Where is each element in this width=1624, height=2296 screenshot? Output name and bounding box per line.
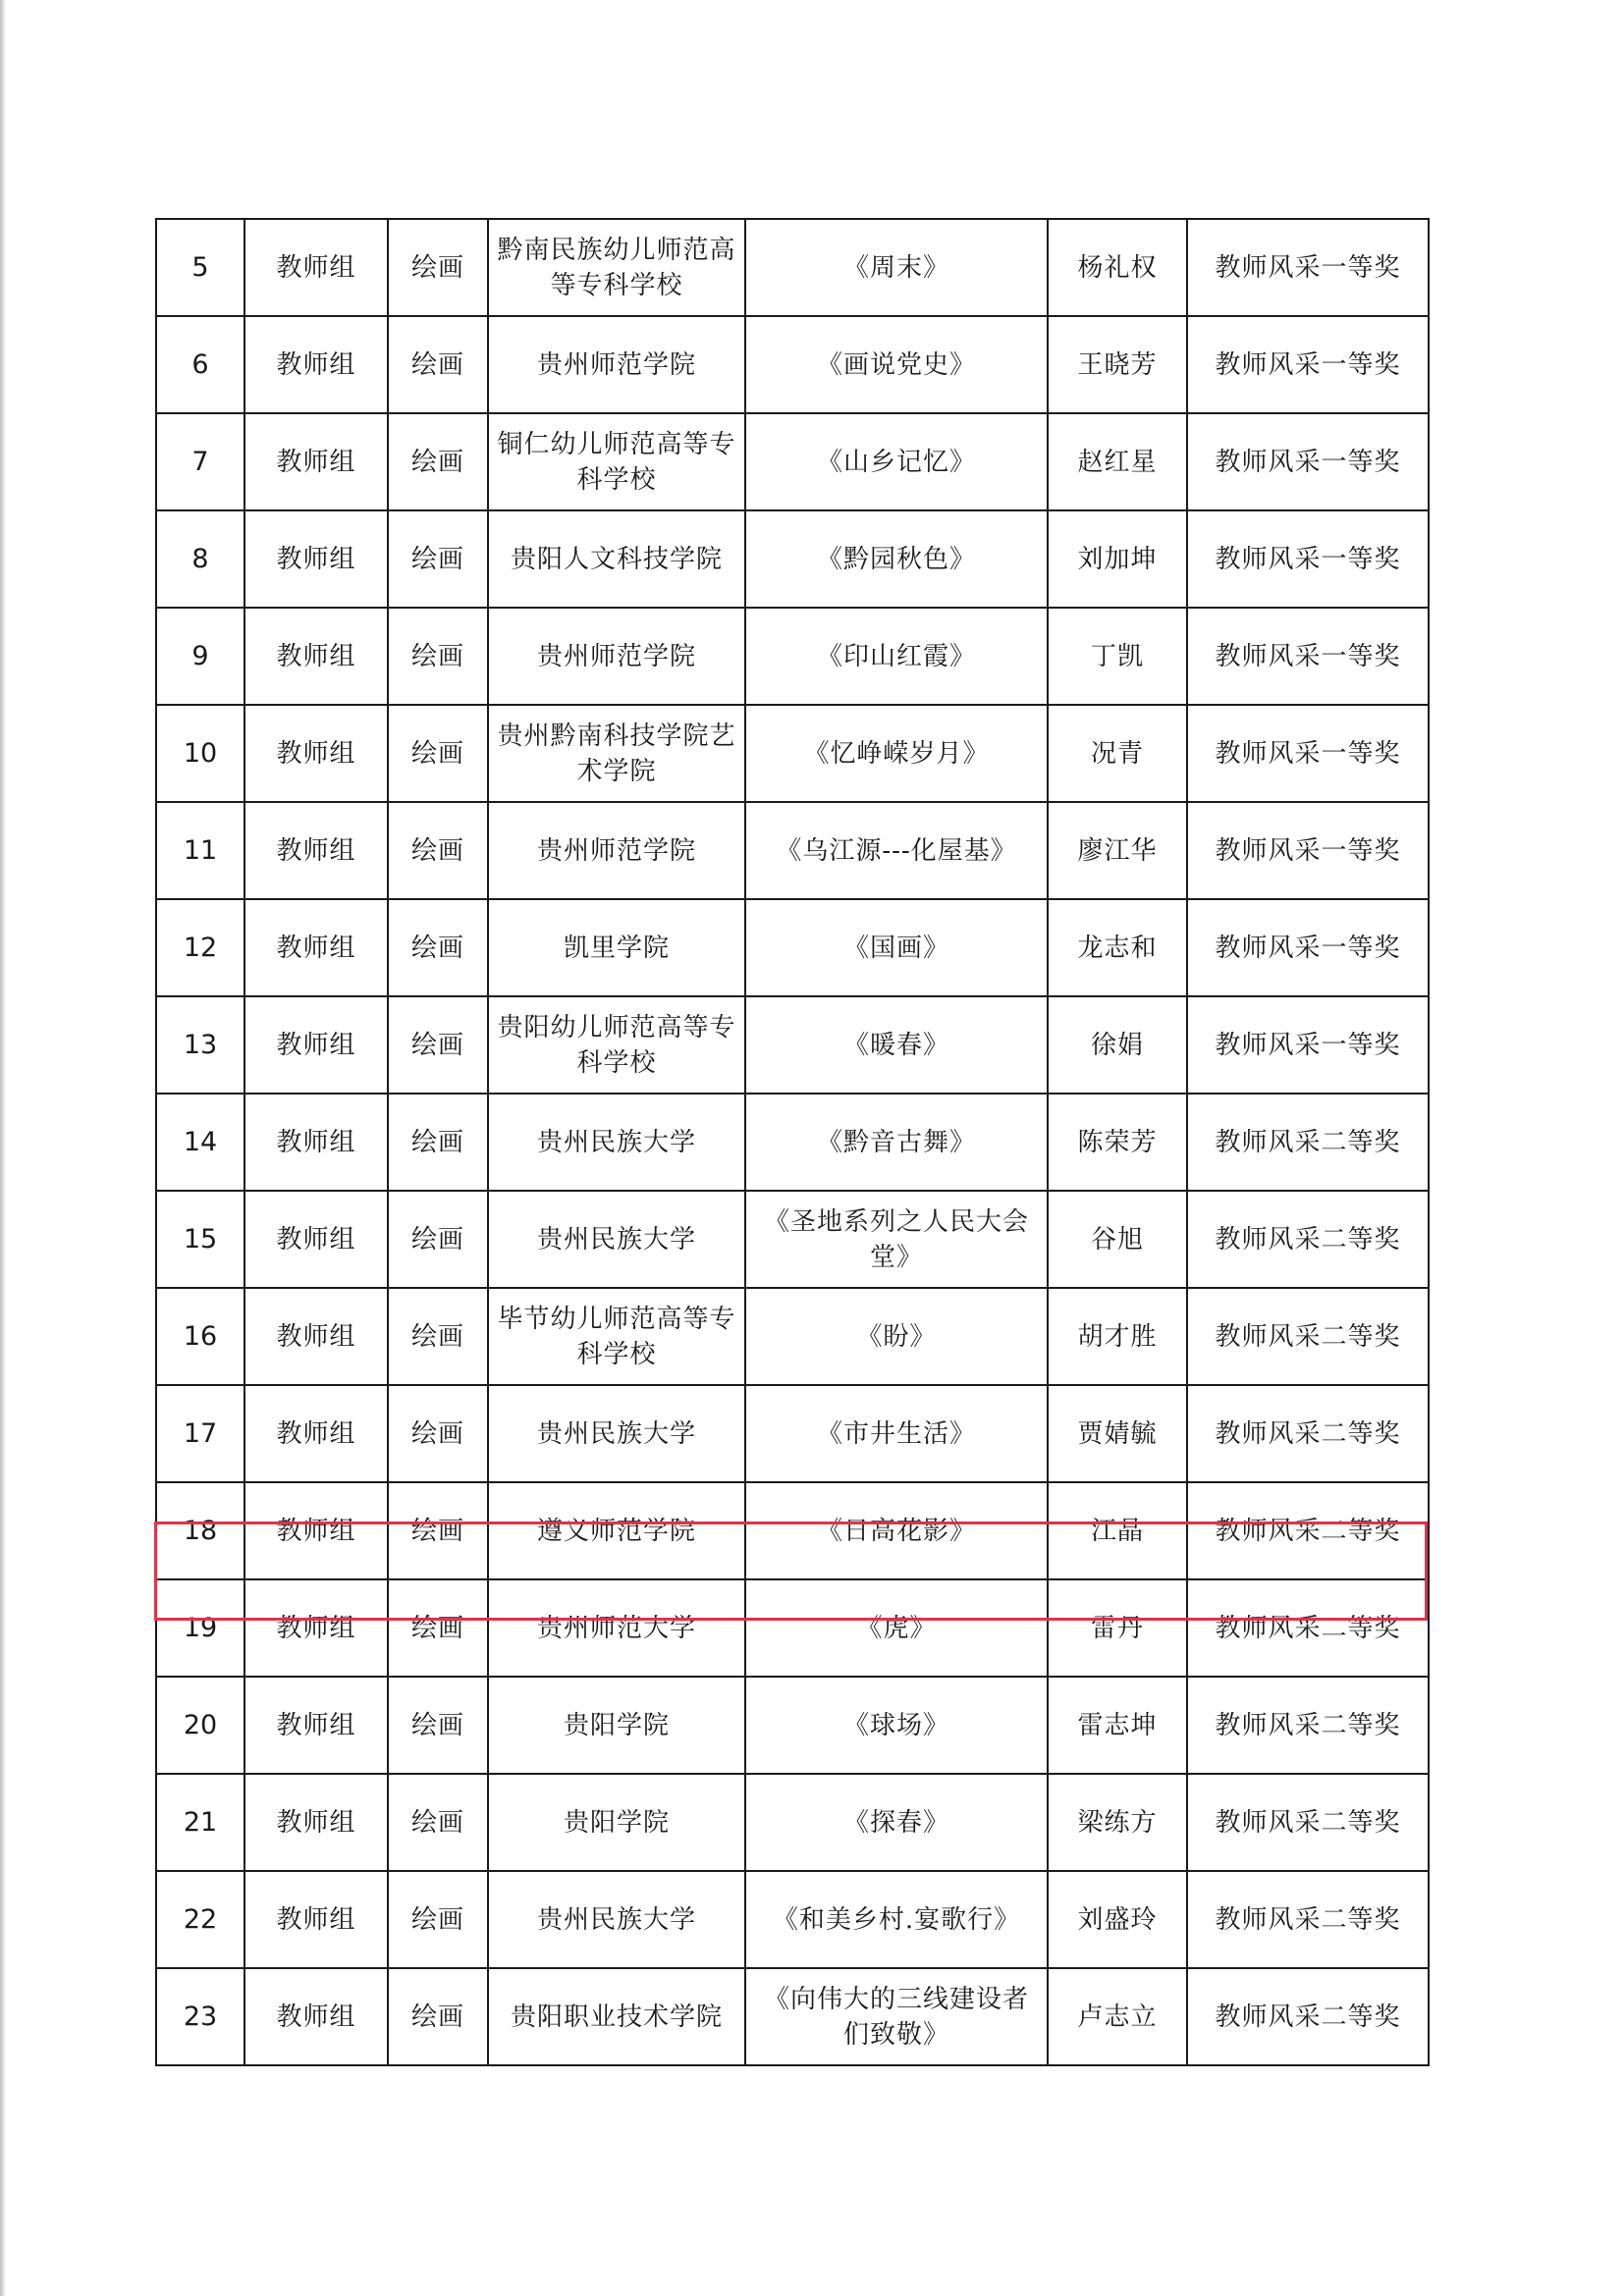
award-cell: 教师风采二等奖 [1187, 1191, 1429, 1288]
category-cell: 绘画 [388, 219, 488, 316]
row-number: 13 [156, 996, 244, 1094]
work-title-cell: 《黔园秋色》 [745, 510, 1048, 608]
award-cell: 教师风采一等奖 [1187, 219, 1429, 316]
category-cell: 绘画 [388, 705, 488, 802]
group-cell: 教师组 [244, 899, 388, 996]
author-cell: 徐娟 [1048, 996, 1187, 1094]
row-number: 12 [156, 899, 244, 996]
author-cell: 江晶 [1048, 1482, 1187, 1579]
award-cell: 教师风采二等奖 [1187, 1482, 1429, 1579]
school-cell: 贵州民族大学 [488, 1191, 745, 1288]
award-cell: 教师风采一等奖 [1187, 316, 1429, 413]
table-row [156, 608, 1429, 705]
school-cell: 贵州师范学院 [488, 608, 745, 705]
work-title-cell: 《日高花影》 [745, 1482, 1048, 1579]
row-number: 16 [156, 1288, 244, 1385]
row-number: 17 [156, 1385, 244, 1482]
school-cell: 贵州黔南科技学院艺术学院 [488, 705, 745, 802]
work-title-cell: 《周末》 [745, 219, 1048, 316]
author-cell: 廖江华 [1048, 802, 1187, 899]
author-cell: 贾婧毓 [1048, 1385, 1187, 1482]
school-cell: 贵州民族大学 [488, 1385, 745, 1482]
school-cell: 贵阳幼儿师范高等专科学校 [488, 996, 745, 1094]
category-cell: 绘画 [388, 1094, 488, 1191]
category-cell: 绘画 [388, 608, 488, 705]
group-cell: 教师组 [244, 510, 388, 608]
school-cell: 贵州民族大学 [488, 1871, 745, 1968]
table-row [156, 1968, 1429, 2065]
category-cell: 绘画 [388, 413, 488, 510]
category-cell: 绘画 [388, 316, 488, 413]
author-cell: 卢志立 [1048, 1968, 1187, 2065]
group-cell: 教师组 [244, 1482, 388, 1579]
category-cell: 绘画 [388, 899, 488, 996]
group-cell: 教师组 [244, 1774, 388, 1871]
author-cell: 陈荣芳 [1048, 1094, 1187, 1191]
group-cell: 教师组 [244, 1385, 388, 1482]
work-title-cell: 《印山红霞》 [745, 608, 1048, 705]
school-cell: 贵阳学院 [488, 1677, 745, 1774]
work-title-cell: 《画说党史》 [745, 316, 1048, 413]
table-row [156, 316, 1429, 413]
award-cell: 教师风采二等奖 [1187, 1288, 1429, 1385]
award-cell: 教师风采一等奖 [1187, 413, 1429, 510]
row-number: 20 [156, 1677, 244, 1774]
row-number: 9 [156, 608, 244, 705]
table-row-highlighted [156, 1482, 1429, 1579]
category-cell: 绘画 [388, 1579, 488, 1677]
group-cell: 教师组 [244, 1871, 388, 1968]
category-cell: 绘画 [388, 1677, 488, 1774]
award-cell: 教师风采二等奖 [1187, 1774, 1429, 1871]
group-cell: 教师组 [244, 219, 388, 316]
group-cell: 教师组 [244, 705, 388, 802]
award-cell: 教师风采一等奖 [1187, 899, 1429, 996]
school-cell: 贵州师范大学 [488, 1579, 745, 1677]
group-cell: 教师组 [244, 1579, 388, 1677]
award-cell: 教师风采一等奖 [1187, 608, 1429, 705]
row-number: 8 [156, 510, 244, 608]
work-title-cell: 《盼》 [745, 1288, 1048, 1385]
category-cell: 绘画 [388, 996, 488, 1094]
table-row [156, 1871, 1429, 1968]
group-cell: 教师组 [244, 413, 388, 510]
group-cell: 教师组 [244, 1677, 388, 1774]
table-row [156, 219, 1429, 316]
row-number: 15 [156, 1191, 244, 1288]
author-cell: 杨礼权 [1048, 219, 1187, 316]
table-row [156, 705, 1429, 802]
group-cell: 教师组 [244, 802, 388, 899]
author-cell: 龙志和 [1048, 899, 1187, 996]
awards-table-body [156, 219, 1429, 2065]
category-cell: 绘画 [388, 1482, 488, 1579]
group-cell: 教师组 [244, 608, 388, 705]
table-row [156, 996, 1429, 1094]
row-number: 14 [156, 1094, 244, 1191]
award-cell: 教师风采二等奖 [1187, 1579, 1429, 1677]
award-cell: 教师风采二等奖 [1187, 1968, 1429, 2065]
school-cell: 毕节幼儿师范高等专科学校 [488, 1288, 745, 1385]
table-row [156, 413, 1429, 510]
table-row [156, 1579, 1429, 1677]
category-cell: 绘画 [388, 1774, 488, 1871]
author-cell: 雷志坤 [1048, 1677, 1187, 1774]
table-row [156, 1677, 1429, 1774]
work-title-cell: 《圣地系列之人民大会堂》 [745, 1191, 1048, 1288]
school-cell: 铜仁幼儿师范高等专科学校 [488, 413, 745, 510]
group-cell: 教师组 [244, 316, 388, 413]
work-title-cell: 《乌江源---化屋基》 [745, 802, 1048, 899]
school-cell: 贵州民族大学 [488, 1094, 745, 1191]
author-cell: 梁练方 [1048, 1774, 1187, 1871]
work-title-cell: 《向伟大的三线建设者们致敬》 [745, 1968, 1048, 2065]
work-title-cell: 《忆峥嵘岁月》 [745, 705, 1048, 802]
award-cell: 教师风采一等奖 [1187, 510, 1429, 608]
row-number: 22 [156, 1871, 244, 1968]
row-number: 23 [156, 1968, 244, 2065]
group-cell: 教师组 [244, 1191, 388, 1288]
category-cell: 绘画 [388, 1968, 488, 2065]
group-cell: 教师组 [244, 1288, 388, 1385]
row-number: 18 [156, 1482, 244, 1579]
author-cell: 谷旭 [1048, 1191, 1187, 1288]
row-number: 19 [156, 1579, 244, 1677]
table-row [156, 1094, 1429, 1191]
group-cell: 教师组 [244, 1094, 388, 1191]
table-row [156, 1385, 1429, 1482]
row-number: 6 [156, 316, 244, 413]
school-cell: 贵阳职业技术学院 [488, 1968, 745, 2065]
author-cell: 刘盛玲 [1048, 1871, 1187, 1968]
author-cell: 胡才胜 [1048, 1288, 1187, 1385]
category-cell: 绘画 [388, 1385, 488, 1482]
work-title-cell: 《虎》 [745, 1579, 1048, 1677]
work-title-cell: 《球场》 [745, 1677, 1048, 1774]
award-cell: 教师风采二等奖 [1187, 1385, 1429, 1482]
category-cell: 绘画 [388, 1871, 488, 1968]
row-number: 10 [156, 705, 244, 802]
work-title-cell: 《探春》 [745, 1774, 1048, 1871]
table-row [156, 802, 1429, 899]
row-number: 5 [156, 219, 244, 316]
group-cell: 教师组 [244, 996, 388, 1094]
award-cell: 教师风采二等奖 [1187, 1677, 1429, 1774]
award-cell: 教师风采二等奖 [1187, 1871, 1429, 1968]
scan-edge [0, 0, 6, 2296]
author-cell: 赵红星 [1048, 413, 1187, 510]
award-cell: 教师风采一等奖 [1187, 705, 1429, 802]
award-cell: 教师风采一等奖 [1187, 802, 1429, 899]
table-row [156, 1774, 1429, 1871]
group-cell: 教师组 [244, 1968, 388, 2065]
school-cell: 贵阳人文科技学院 [488, 510, 745, 608]
work-title-cell: 《市井生活》 [745, 1385, 1048, 1482]
awards-table [155, 218, 1430, 2066]
work-title-cell: 《国画》 [745, 899, 1048, 996]
table-row [156, 899, 1429, 996]
work-title-cell: 《黔音古舞》 [745, 1094, 1048, 1191]
award-cell: 教师风采一等奖 [1187, 996, 1429, 1094]
work-title-cell: 《和美乡村.宴歌行》 [745, 1871, 1048, 1968]
table-row [156, 1191, 1429, 1288]
category-cell: 绘画 [388, 1288, 488, 1385]
author-cell: 王晓芳 [1048, 316, 1187, 413]
school-cell: 贵州师范学院 [488, 316, 745, 413]
table-row [156, 1288, 1429, 1385]
author-cell: 雷丹 [1048, 1579, 1187, 1677]
row-number: 11 [156, 802, 244, 899]
category-cell: 绘画 [388, 510, 488, 608]
category-cell: 绘画 [388, 802, 488, 899]
author-cell: 丁凯 [1048, 608, 1187, 705]
author-cell: 刘加坤 [1048, 510, 1187, 608]
work-title-cell: 《暖春》 [745, 996, 1048, 1094]
category-cell: 绘画 [388, 1191, 488, 1288]
award-cell: 教师风采二等奖 [1187, 1094, 1429, 1191]
author-cell: 况青 [1048, 705, 1187, 802]
row-number: 7 [156, 413, 244, 510]
school-cell: 凯里学院 [488, 899, 745, 996]
school-cell: 黔南民族幼儿师范高等专科学校 [488, 219, 745, 316]
table-row [156, 510, 1429, 608]
row-number: 21 [156, 1774, 244, 1871]
school-cell: 贵阳学院 [488, 1774, 745, 1871]
school-cell: 贵州师范学院 [488, 802, 745, 899]
school-cell: 遵义师范学院 [488, 1482, 745, 1579]
work-title-cell: 《山乡记忆》 [745, 413, 1048, 510]
